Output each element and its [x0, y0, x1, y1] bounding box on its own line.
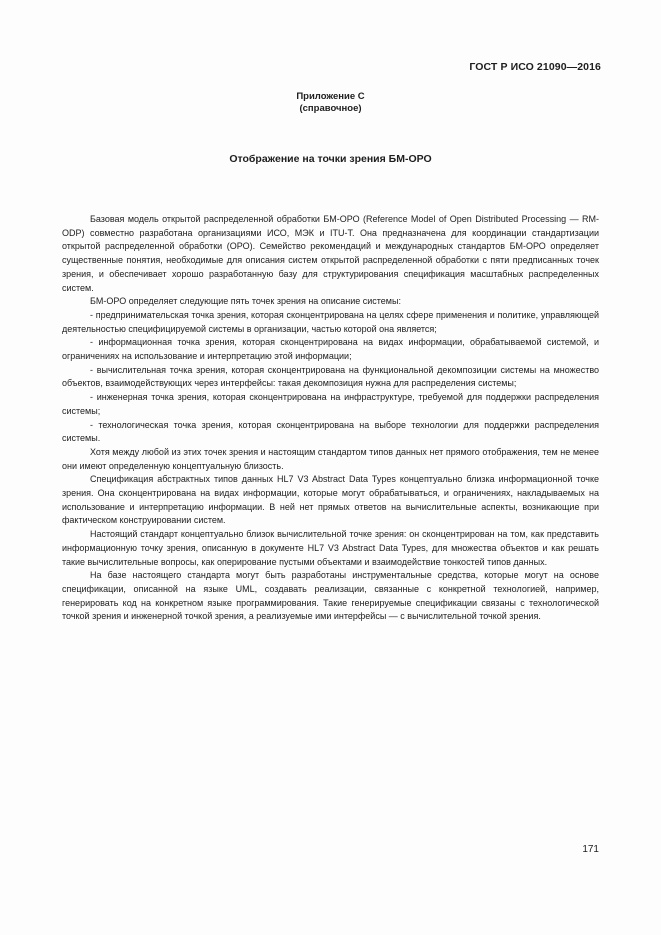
section-title: Отображение на точки зрения БМ-ОРО [229, 153, 432, 165]
paragraph: Спецификация абстрактных типов данных HL7 V3 Abstract Data Types концептуально близка информационной точке зрения. Она сконцентрирована на видах информации, которые могут обрабатываться, и ограничениях, накладываемых на использование и интерпретацию информации. В ней нет прямых ответов на вычислительные аспекты, возникающие при фактическом конструировании систем. [62, 474, 599, 526]
list-item: - предпринимательская точка зрения, которая сконцентрирована на целях сфере применения и политике, управляющей деятельностью специфицируемой системы в организации, частью которой она является; [62, 309, 599, 334]
paragraph: Базовая модель открытой распределенной обработки БМ-ОРО (Reference Model of Open Distributed Processing — RM-ODP) совместно разработана организациями ИСО, МЭК и ITU-T. Она предназначена для координации стандартизации открытой распределенной обработки (ОРО). Семейство рекомендаций и международных стандартов БМ-ОРО определяет существенные понятия, необходимые для описания систем открытой распределенной обработки с пяти предписанных точек зрения, и обеспечивает хорошо разработанную базу для структурирования спецификация масштабных распределенных систем. [62, 214, 599, 293]
paragraph: БМ-ОРО определяет следующие пять точек зрения на описание системы: [90, 296, 401, 307]
appendix-title: Приложение С [296, 91, 365, 102]
list-item: - технологическая точка зрения, которая сконцентрирована на выборе технологии для поддержки распределения системы. [62, 419, 599, 444]
paragraph: На базе настоящего стандарта могут быть разработаны инструментальные средства, которые могут на основе спецификации, описанной на языке UML, создавать реализации, связанные с конкретной технологией, например, генерировать код на конкретном языке программирования. Такие генерируемые спецификации связаны с технологической точкой зрения и инженерной точкой зрения, а реализуемые ими интерфейсы — с вычислительной точкой зрения. [62, 570, 599, 622]
list-item: - вычислительная точка зрения, которая сконцентрирована на функциональной декомпозиции системы на множество объектов, взаимодействующих через интерфейсы: такая декомпозиция нужна для распределения системы; [62, 364, 599, 389]
paragraph: Хотя между любой из этих точек зрения и настоящим стандартом типов данных нет прямого отображения, тем не менее они имеют определенную концептуальную близость. [62, 446, 599, 471]
appendix-subtitle: (справочное) [299, 103, 362, 114]
document-code: ГОСТ Р ИСО 21090—2016 [469, 61, 601, 73]
list-item: - инженерная точка зрения, которая сконцентрирована на инфраструктуре, требуемой для поддержки распределения системы; [62, 392, 599, 416]
page-number: 171 [582, 844, 599, 855]
appendix-heading [0, 91, 661, 115]
body-text [62, 213, 599, 624]
paragraph: Настоящий стандарт концептуально близок вычислительной точке зрения: он сконцентрирован на том, как представить информационную точку зрения, описанную в документе HL7 V3 Abstract Data Types, для множества объектов и как решать такие вычислительные вопросы, как оперирование пустыми объектами и взаимодействие тонкостей типов данных. [62, 529, 599, 567]
list-item: - информационная точка зрения, которая сконцентрирована на видах информации, обрабатываемой системой, и ограничениях на использование и интерпретацию этой информации; [62, 337, 599, 362]
